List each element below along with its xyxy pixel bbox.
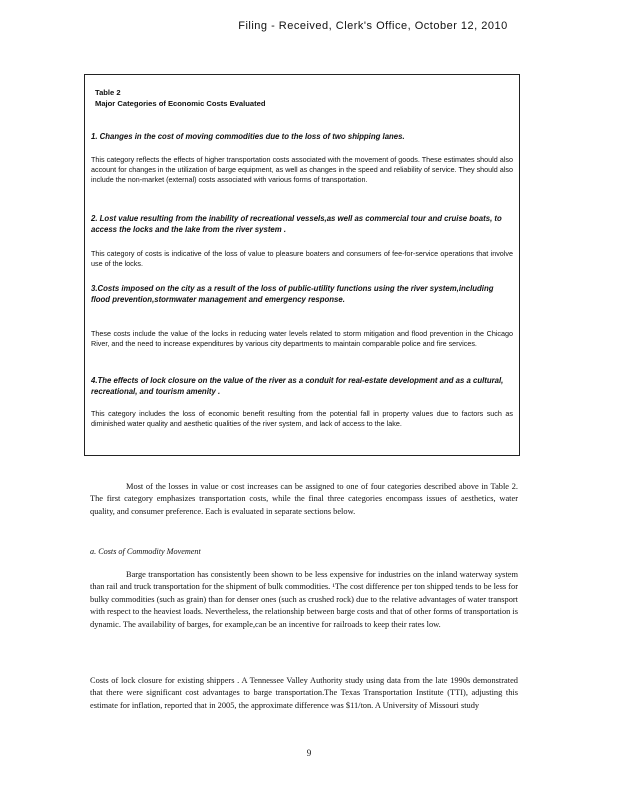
filing-stamp-text: Filing - Received, Clerk's Office, October 12, 2010 xyxy=(238,20,508,32)
page-header xyxy=(0,20,618,32)
table-caption xyxy=(95,87,265,109)
category-1-heading: 1. Changes in the cost of moving commodities due to the loss of two shipping lanes. xyxy=(91,132,405,141)
page-number: 9 xyxy=(306,748,312,758)
category-2-heading: 2. Lost value resulting from the inability of recreational vessels,as well as commercial tour and cruise boats, to access the locks and the lake from the river system . xyxy=(91,214,502,234)
table-2-box xyxy=(84,74,520,456)
category-3-heading: 3.Costs imposed on the city as a result of the loss of public-utility functions using the river system,including flood prevention,stormwater management and emergency response. xyxy=(91,284,494,304)
section-subheading: a. Costs of Commodity Movement xyxy=(90,547,201,556)
table-label: Table 2 xyxy=(95,88,121,97)
category-4-heading: 4.The effects of lock closure on the value of the river as a conduit for real-estate development and as a cultural, recreational, and tourism amenity . xyxy=(91,376,504,396)
category-3-body: These costs include the value of the locks in reducing water levels related to storm mitigation and flood prevention in the Chicago River, and the need to increase expenditures by various city departments to maintain comparable police and fire services. xyxy=(91,329,513,348)
paragraph-3: Costs of lock closure for existing shippers . A Tennessee Valley Authority study using data from the late 1990s demonstrated that there were significant cost advantages to barge transportation.The Texas Transportation Institute (TTI), adjusting this estimate for inflation, reported that in 2005, the approximate difference was $11/ton. A University of Missouri study xyxy=(90,676,518,710)
paragraph-2: Barge transportation has consistently been shown to be less expensive for industries on the inland waterway system than rail and truck transportation for the shipment of bulk commodities. ¹The cost difference per ton shipped tends to be less for bulky commodities (such as grain) than for denser ones (such as crushed rock) due to the relative advantages of water transport with respect to the heaviest loads. Nevertheless, the relationship between barge costs and that of other forms of transportation is dynamic. The availability of barges, for example,can be an incentive for railroads to keep their rates low. xyxy=(90,570,519,629)
category-2-body: This category of costs is indicative of the loss of value to pleasure boaters and consumers of fee-for-service operations that involve use of the locks. xyxy=(91,249,513,268)
category-4-body: This category includes the loss of economic benefit resulting from the potential fall in property values due to factors such as diminished water quality and aesthetic qualities of the river system, and lack of access to the lake. xyxy=(91,409,513,428)
table-title: Major Categories of Economic Costs Evaluated xyxy=(95,99,266,108)
paragraph-1: Most of the losses in value or cost increases can be assigned to one of four categories described above in Table 2. The first category emphasizes transportation costs, while the final three categories encompass issues of aesthetics, water quality, and consumer preference. Each is evaluated in separate sections below. xyxy=(90,482,518,516)
category-1-body: This category reflects the effects of higher transportation costs associated with the movement of goods. These estimates should also account for changes in the utilization of barge equipment, as well as changes in the speed and reliability of service. They should also include the non-market (external) costs associated with various forms of transportation. xyxy=(91,155,513,184)
